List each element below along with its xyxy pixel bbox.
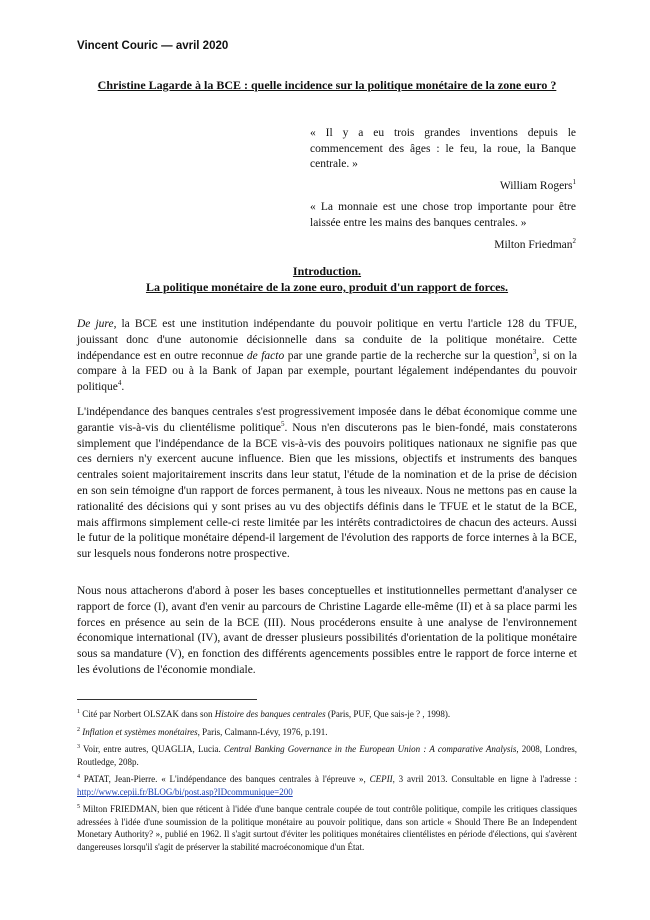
document-title: Christine Lagarde à la BCE : quelle incidence sur la politique monétaire de la zone euro ? <box>97 78 557 92</box>
footnote-1: $^1$ Cité par Norbert OLSZAK dans son Histoire des banques centrales (Paris, PUF, Que sais-je ? , 1998). <box>77 709 451 719</box>
intro-title: Introduction. <box>292 264 362 278</box>
footnotes <box>77 708 577 858</box>
footnote-ref-4[interactable]: 4 <box>117 379 122 388</box>
intro-subtitle: La politique monétaire de la zone euro, produit d'un rapport de forces. <box>145 280 509 294</box>
paragraph-3: Nous nous attacherons d'abord à poser les bases conceptuelles et institutionnelles permettant d'analyser ce rapport de force (I), avant d'en venir au parcours de Christine Lagarde elle-même (II) et à sa place parmi les forces en présence au sein de la BCE (III). Nous procéderons ensuite à une analyse de l'environnement économique international (IV), avant de dresser plusieurs possibilités d'orientation de la politique monétaire sous sa mandature (V), en fonction des différents agencements possibles entre le rapport de force interne et les évolutions de l'économie mondiale. <box>77 585 577 676</box>
footnote-ref-1[interactable]: 1 <box>572 178 576 187</box>
epigraph-author-2: Milton Friedman$^2$ <box>494 237 576 251</box>
epigraph-author-1: William Rogers$^1$ <box>499 178 576 192</box>
footnote-divider <box>77 699 257 700</box>
footnote-5: $^5$ Milton FRIEDMAN, bien que réticent à l'idée d'une banque centrale coupée de tout contrôle politique, compile les critiques classiques adressées à l'idée d'une soumission de la politique monétaire au pouvoir politique, dans son article « Should There Be an Independent Monetary Authority? », publié en 1962. Il s'agit surtout d'éviter les politiques monétaires clientélistes en période d'élections, qui s'avèrent dangereuses lorsqu'il s'agit de préserver la stabilité macroéconomique d'un État. <box>77 804 577 852</box>
footnote-4: $^4$ PATAT, Jean-Pierre. « L'indépendance des banques centrales à l'épreuve », CEPII, 3 avril 2013. Consultable en ligne à l'adresse : http://www.cepii.fr/BLOG/bi/post.asp?IDcommunique=200 <box>77 774 577 797</box>
footnote-ref-3[interactable]: 3 <box>532 347 537 356</box>
footnote-2: $^2$ Inflation et systèmes monétaires, Paris, Calmann-Lévy, 1976, p.191. <box>77 726 328 737</box>
epigraph-quote-1: « Il y a eu trois grandes inventions depuis le commencement des âges : le feu, la roue, la Banque centrale. » <box>310 127 576 170</box>
footnote-ref-2[interactable]: 2 <box>572 237 576 246</box>
footnote-3: $^3$ Voir, entre autres, QUAGLIA, Lucia. Central Banking Governance in the European Union : A comparative Analysis, 2008, Londres, Routledge, 208p. <box>77 744 577 767</box>
author-date-header: Vincent Couric — avril 2020 <box>77 40 229 52</box>
paragraph-2: L'indépendance des banques centrales s'est progressivement imposée dans le débat économique comme une garantie vis-à-vis du clientélisme politique$^5$. Nous n'en discuterons pas le bien-fondé, mais constaterons simplement que l'indépendance de la BCE vis-à-vis des pouvoirs politiques nationaux ne signifie pas que ces derniers n'y exercent aucune influence. Bien que les missions, objectifs et instruments des banques centrales soient majoritairement inscrits dans leur statut, l'étude de la nomination et de la prise de décision en son sein témoigne d'un rapport de forces permanent, à tous les niveaux. Nous ne mettons pas en cause la rationalité des décisions qui y sont prises au vu des objectifs définis dans le TFUE et le statut de la BCE, mais affirmons simplement celle-ci reste limitée par les intérêts contradictoires de chacun des acteurs. Aussi le futur de la politique monétaire dépend-il largement de l'évolution des rapports de force internes à la BCE, sur lesquels nous fonderons notre prospective. <box>77 406 577 561</box>
paragraph-1: De jure, la BCE est une institution indépendante du pouvoir politique en vertu l'article 128 du TFUE, jouissant donc d'une autonomie décisionnelle dans sa conduite de la politique monétaire. Cette indépendance est en outre reconnue de facto par une grande partie de la recherche sur la question$^3$, si on la compare à la FED ou à la Bank of Japan par exemple, pourtant légalement indépendantes du pouvoir politique$^4$. <box>77 318 577 394</box>
introduction-heading <box>77 263 577 295</box>
footnote-4-link[interactable]: http://www.cepii.fr/BLOG/bi/post.asp?IDcommunique=200 <box>77 786 293 797</box>
epigraph-quote-2: « La monnaie est une chose trop importante pour être laissée entre les mains des banques centrales. » <box>310 201 576 229</box>
footnote-ref-5[interactable]: 5 <box>280 419 285 428</box>
